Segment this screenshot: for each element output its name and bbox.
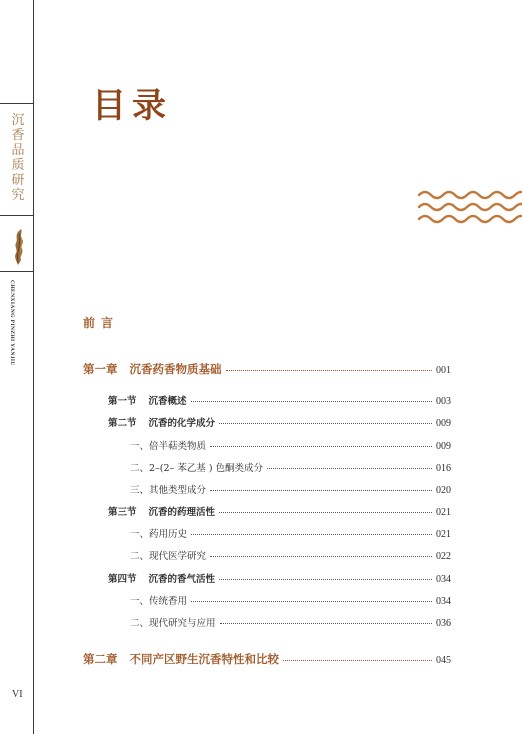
section-title: 沉香概述: [148, 396, 187, 407]
dot-leader: [191, 400, 432, 402]
page-ref: 009: [436, 441, 451, 452]
agarwood-icon: [10, 228, 30, 266]
dot-leader: [219, 511, 432, 513]
page-title: 目录: [92, 86, 172, 126]
toc-section[interactable]: [108, 415, 451, 429]
dot-leader: [267, 467, 432, 469]
dot-leader: [191, 600, 432, 602]
wave-ornament: [417, 186, 522, 228]
page-number: VI: [12, 689, 23, 700]
page-ref: 021: [436, 507, 451, 518]
page-ref: 001: [436, 365, 451, 376]
margin-divider: [0, 103, 34, 104]
dot-leader: [219, 578, 432, 580]
chapter-number: 第二章: [83, 652, 118, 666]
margin-rule: [33, 0, 34, 734]
dot-leader: [210, 489, 432, 491]
chapter-number: 第一章: [83, 362, 118, 376]
subsection-title: 二、现代医学研究: [130, 551, 207, 562]
subsection-title: 二、2–(2– 苯乙基 ) 色酮类成分: [130, 463, 264, 474]
section-number: 第四节: [108, 574, 137, 585]
margin-divider: [0, 215, 34, 216]
dot-leader: [210, 445, 432, 447]
toc-subsection[interactable]: [130, 615, 451, 629]
section-title: 沉香的化学成分: [148, 418, 216, 429]
toc-preface[interactable]: 前言: [83, 316, 120, 330]
dot-leader: [226, 369, 433, 371]
page-ref: 016: [436, 463, 451, 474]
section-number: 第二节: [108, 418, 137, 429]
page-ref: 022: [436, 551, 451, 562]
page-ref: 036: [436, 618, 451, 629]
toc-subsection[interactable]: [130, 526, 451, 540]
dot-leader: [191, 533, 432, 535]
page-ref: 021: [436, 529, 451, 540]
toc-chapter[interactable]: [83, 361, 451, 377]
toc-subsection[interactable]: [130, 460, 451, 474]
subsection-title: 一、倍半萜类物质: [130, 441, 207, 452]
dot-leader: [283, 659, 432, 661]
book-title-romanization: CHENXIANG PINZHI YANJIU: [9, 280, 15, 366]
toc-section[interactable]: [108, 393, 451, 407]
dot-leader: [210, 555, 432, 557]
chapter-title: 不同产区野生沉香特性和比较: [129, 652, 279, 666]
toc-subsection[interactable]: [130, 482, 451, 496]
section-number: 第一节: [108, 396, 137, 407]
toc-subsection[interactable]: [130, 593, 451, 607]
toc-subsection[interactable]: [130, 438, 451, 452]
page-ref: 034: [436, 596, 451, 607]
page-ref: 009: [436, 418, 451, 429]
dot-leader: [219, 422, 432, 424]
section-title: 沉香的药理活性: [148, 507, 216, 518]
toc-section[interactable]: [108, 504, 451, 518]
subsection-title: 三、其他类型成分: [130, 485, 207, 496]
section-title: 沉香的香气活性: [148, 574, 216, 585]
subsection-title: 一、传统香用: [130, 596, 188, 607]
chapter-title: 沉香药香物质基础: [129, 362, 222, 376]
page-ref: 020: [436, 485, 451, 496]
margin-divider: [0, 271, 34, 272]
page-ref: 034: [436, 574, 451, 585]
toc-section[interactable]: [108, 571, 451, 585]
page-ref: 045: [436, 655, 451, 666]
page-ref: 003: [436, 396, 451, 407]
section-number: 第三节: [108, 507, 137, 518]
toc-subsection[interactable]: [130, 548, 451, 562]
subsection-title: 一、药用历史: [130, 529, 188, 540]
book-title-vertical: 沉 香 品 质 研 究: [11, 113, 25, 203]
subsection-title: 二、现代研究与应用: [130, 618, 216, 629]
toc-chapter[interactable]: [83, 651, 451, 667]
dot-leader: [220, 622, 432, 624]
